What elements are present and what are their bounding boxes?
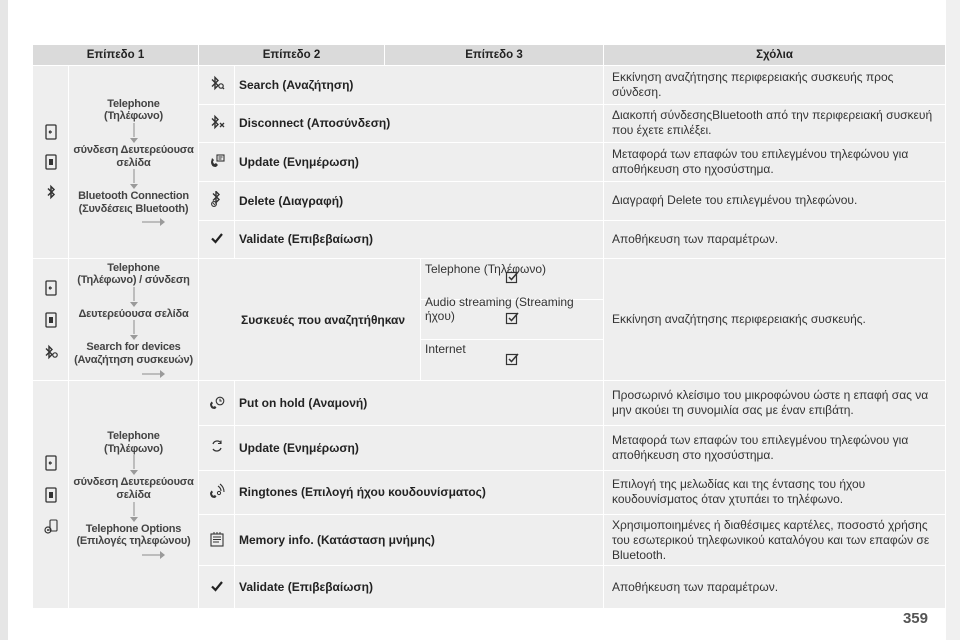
level3-audio-streaming[interactable]: Audio streaming (Streaming ήχου) [425,294,574,323]
bluetooth-search-icon [209,75,225,91]
menu-item-delete[interactable]: Delete (Διαγραφή) [235,181,604,220]
header-comments: Σχόλια [604,45,946,66]
bluetooth-icon [43,184,59,200]
menu-item-ringtones[interactable]: Ringtones (Επιλογή ήχου κουδουνίσματος) [235,470,604,515]
level1-secondary-page: Δευτερεύουσα σελίδα [78,307,189,320]
check-icon [209,230,225,246]
header-level3: Επίπεδο 3 [385,45,604,66]
row-icon-cell [199,104,235,143]
level1-bt-connection: Bluetooth Connection [78,190,189,203]
comment-update: Μεταφορά των επαφών του επιλεγμένου τηλεφώνου για αποθήκευση στο ηχοσύστημα. [604,143,946,182]
level1-icons-group2 [33,259,69,381]
row-icon-cell [199,66,235,105]
hold-icon [209,394,225,410]
level1-secondary-page: σύνδεση Δευτερεύουσα σελίδα [73,143,194,169]
search-devices-icon [43,344,59,360]
level1-title: Telephone [107,430,160,443]
comment-search: Εκκίνηση αναζήτησης περιφερειακής συσκευής προς σύνδεση. [604,66,946,105]
comment-memory-info: Χρησιμοποιημένες ή διαθέσιμες καρτέλες, ποσοστό χρήσης του εσωτερικού τηλεφωνικού καταλόγου και των επαφών σε Bluetooth. [604,515,946,566]
level1-subtitle: (Τηλέφωνο) [103,442,164,455]
level1-icons-group1 [33,66,69,259]
level1-search-devices-gr: (Αναζήτηση συσκευών) [74,354,193,367]
menu-item-update[interactable]: Update (Ενημέρωση) [235,143,604,182]
comment-update-contacts: Μεταφορά των επαφών του επιλεγμένου τηλεφώνου για αποθήκευση στο ηχοσύστημα. [604,425,946,470]
menu-item-search[interactable]: Search (Αναζήτηση) [235,66,604,105]
menu-item-hold[interactable]: Put on hold (Αναμονή) [235,381,604,426]
level1-subtitle: (Τηλέφωνο) [103,110,164,123]
level3-list [425,249,605,369]
menu-item-memory-info[interactable]: Memory info. (Κατάσταση μνήμης) [235,515,604,566]
phone-update-icon [209,153,225,169]
level1-icons-group3 [33,381,69,609]
phone-icon [43,154,59,170]
comment-found-devices: Εκκίνηση αναζήτησης περιφερειακής συσκευής. [604,259,946,381]
menu-item-validate[interactable]: Validate (Επιβεβαίωση) [235,220,604,259]
row-icon-cell [199,381,235,426]
level1-label-group2 [69,259,199,381]
table-row [33,66,946,105]
header-level2: Επίπεδο 2 [199,45,385,66]
comment-validate: Αποθήκευση των παραμέτρων. [604,220,946,259]
phone-options-icon [43,519,59,535]
row-icon-cell [199,566,235,609]
level1-subtitle: (Τηλέφωνο) / σύνδεση [77,274,190,287]
phone-icon [43,312,59,328]
bluetooth-delete-icon [209,191,225,207]
row-icon-cell [199,515,235,566]
level1-title: Telephone [107,261,160,274]
menu-item-disconnect[interactable]: Disconnect (Αποσύνδεση) [235,104,604,143]
comment-disconnect: Διακοπή σύνδεσηςBluetooth από την περιφερειακή συσκευή που έχετε επιλέξει. [604,104,946,143]
menu-nav-icon [43,455,59,471]
menu-item-update-contacts[interactable]: Update (Ενημέρωση) [235,425,604,470]
comment-delete: Διαγραφή Delete του επιλεγμένου τηλεφώνου. [604,181,946,220]
row-icon-cell [199,143,235,182]
row-icon-cell [199,470,235,515]
menu-item-found-devices[interactable]: Συσκευές που αναζητήθηκαν [199,259,421,381]
level1-title: Telephone [107,97,160,110]
check-icon [209,578,225,594]
menu-nav-icon [43,124,59,140]
menu-nav-icon [43,280,59,296]
header-row [33,45,946,66]
refresh-icon [209,438,225,454]
right-edge-strip [946,0,960,640]
level1-phone-options-gr: (Επιλογές τηλεφώνου) [76,535,191,548]
level1-bt-connection-gr: (Συνδέσεις Bluetooth) [78,202,189,215]
table-row [33,381,946,426]
level1-label-group3 [69,381,199,609]
row-icon-cell [199,425,235,470]
header-level1: Επίπεδο 1 [33,45,199,66]
phone-icon [43,487,59,503]
level1-search-devices: Search for devices [86,341,181,354]
level3-internet[interactable]: Internet [425,342,466,356]
comment-ringtones: Επιλογή της μελωδίας και της έντασης του ήχου κουδουνίσματος όταν χτυπάει το τηλέφωνο. [604,470,946,515]
left-edge-strip [0,0,8,640]
ringtone-icon [209,483,225,499]
memory-icon [209,531,225,547]
level1-secondary-page: σύνδεση Δευτερεύουσα σελίδα [73,476,194,502]
comment-hold: Προσωρινό κλείσιμο του μικροφώνου ώστε η επαφή σας να μην ακούει τη συνομιλία σας με έναν επιβάτη. [604,381,946,426]
menu-item-validate[interactable]: Validate (Επιβεβαίωση) [235,566,604,609]
page-number: 359 [902,610,928,627]
level1-phone-options: Telephone Options [85,522,182,535]
level1-label-group1 [69,66,199,259]
level3-telephone[interactable]: Telephone (Τηλέφωνο) [425,262,547,276]
row-icon-cell [199,220,235,259]
bluetooth-disconnect-icon [209,114,225,130]
comment-validate: Αποθήκευση των παραμέτρων. [604,566,946,609]
row-icon-cell [199,181,235,220]
